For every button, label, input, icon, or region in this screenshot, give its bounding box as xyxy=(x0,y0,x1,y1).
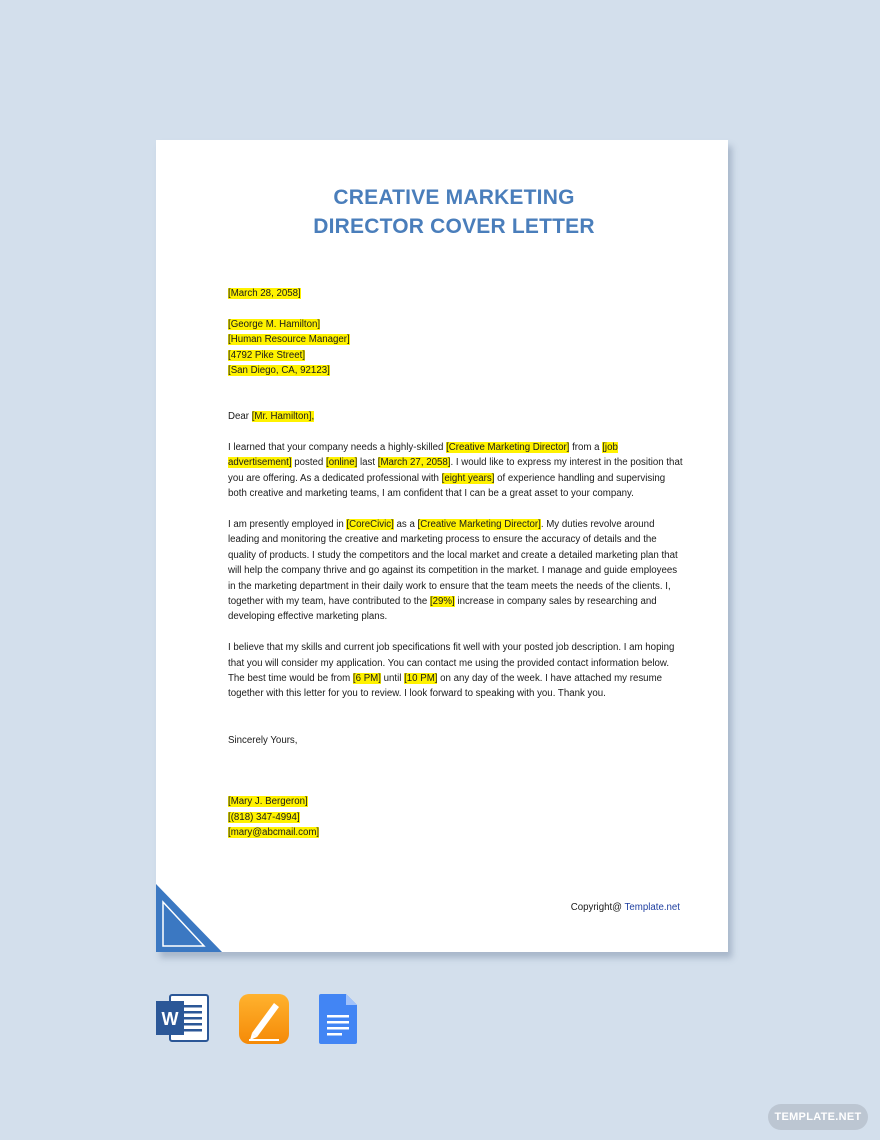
title-line-1: CREATIVE MARKETING xyxy=(333,186,575,209)
letter-body xyxy=(228,286,686,841)
recipient-position: [Human Resource Manager] xyxy=(228,334,350,346)
closing: Sincerely Yours, xyxy=(228,734,298,746)
word-icon[interactable] xyxy=(156,993,210,1043)
sender-email: [mary@abcmail.com] xyxy=(228,827,320,839)
salutation: Dear [Mr. Hamilton], xyxy=(228,411,315,423)
sender-name: [Mary J. Bergeron] xyxy=(228,796,308,808)
letter-page xyxy=(156,140,728,952)
recipient-name: [George M. Hamilton] xyxy=(228,318,321,330)
sender-phone: [(818) 347-4994] xyxy=(228,811,300,823)
template-net-watermark[interactable]: TEMPLATE.NET xyxy=(768,1104,868,1130)
copyright-link[interactable]: Template.net xyxy=(624,902,680,913)
pages-icon[interactable] xyxy=(238,993,290,1045)
title-line-2: DIRECTOR COVER LETTER xyxy=(313,215,595,238)
recipient-city: [San Diego, CA, 92123] xyxy=(228,365,330,377)
recipient-street: [4792 Pike Street] xyxy=(228,349,306,361)
paragraph-1: I learned that your company needs a highly-skilled [Creative Marketing Director] from a [job advertisement] posted [online] last [March 27, 2058]. I would like to express my interest in the position that you are offering. As a dedicated professional with [eight years] of experience handling and supervising both creative and marketing teams, I am confident that I can be a great asset to your company. xyxy=(228,442,683,500)
date: [March 28, 2058] xyxy=(228,288,301,299)
corner-triangle-decoration xyxy=(156,884,222,952)
paragraph-3: I believe that my skills and current job specifications fit well with your posted job description. I am hoping that you will consider my application. You can contact me using the provided contact information below. The best time would be from [6 PM] until [10 PM] on any day of the week. I have attached my resume together with this letter for you to review. I look forward to speaking with you. Thank you. xyxy=(228,642,675,700)
paragraph-2: I am presently employed in [CoreCivic] as a [Creative Marketing Director]. My duties revolve around leading and monitoring the creative and marketing process to ensure the accuracy of details and the quality of products. I study the competitors and the local market and create a detailed marketing plan that will help the company thrive and go against its competition in the market. I manage and guide employees in the marketing department in their daily work to ensure that the team meets the needs of the clients. I, together with my team, have contributed to the [29%] increase in company sales by researching and developing effective marketing plans. xyxy=(228,519,678,623)
google-docs-icon[interactable] xyxy=(318,993,358,1045)
page-title xyxy=(156,183,728,241)
svg-text:W: W xyxy=(161,1009,179,1029)
copyright: Copyright@ Template.net xyxy=(570,902,680,913)
salutation-name: [Mr. Hamilton], xyxy=(251,411,315,423)
